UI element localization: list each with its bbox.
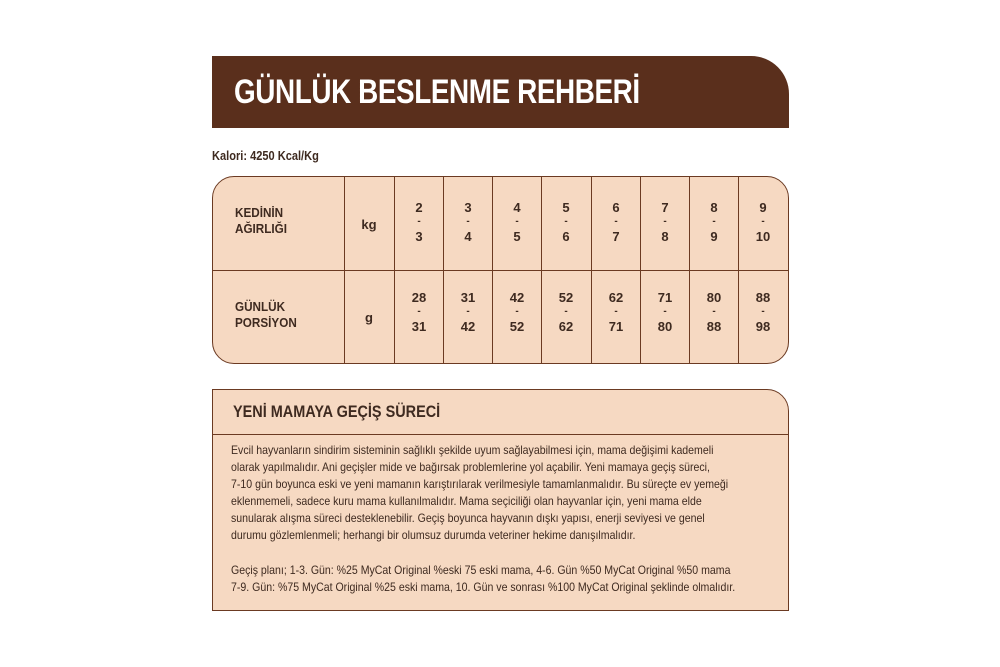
range-to: 80 [657,319,673,334]
range-from: 7 [661,200,669,215]
transition-paragraph [231,442,777,544]
transition-header [213,390,788,435]
range-to: 98 [755,319,771,334]
range-separator: - [761,216,765,227]
range-from: 31 [460,290,476,305]
portion-unit: g [365,310,373,325]
range-to: 6 [562,229,570,244]
paragraph-line: durumu gözlemlenmeli; herhangi bir olumsuz durumda veteriner hekime danışılmalıdır. [231,528,636,542]
range-from: 52 [558,290,574,305]
weight-range-cell [542,199,590,245]
range-to: 42 [460,319,476,334]
range-from: 5 [562,200,570,215]
range-to: 88 [706,319,722,334]
range-separator: - [466,216,470,227]
header-banner [212,56,789,128]
range-from: 8 [710,200,718,215]
portion-range-cell [641,289,689,335]
paragraph-line: Evcil hayvanların sindirim sisteminin sağlıklı şekilde uyum sağlayabilmesi için, mama değişimi kademeli [231,443,714,457]
range-from: 71 [657,290,673,305]
paragraph-line: eklenmemeli, sadece kuru mama kullanılmalıdır. Mama seçiciliği olan hayvanlar için, yeni mama elde [231,494,702,508]
portion-range-cell [493,289,541,335]
weight-row-label: KEDİNİN AĞIRLIĞI [235,205,288,236]
range-to: 4 [464,229,472,244]
paragraph-line: sunularak alışma süreci desteklenebilir. Geçiş boyunca hayvanın dışkı yapısı, enerji seviyesi ve genel [231,511,705,525]
range-to: 10 [755,229,771,244]
range-from: 4 [513,200,521,215]
range-separator: - [614,306,618,317]
range-separator: - [712,306,716,317]
calorie-info: Kalori: 4250 Kcal/Kg [212,148,319,163]
page-title: GÜNLÜK BESLENME REHBERİ [234,73,640,111]
range-separator: - [761,306,765,317]
transition-box [212,389,789,611]
range-from: 80 [706,290,722,305]
transition-plan [231,562,777,596]
range-from: 9 [759,200,767,215]
range-to: 8 [661,229,669,244]
range-separator: - [564,216,568,227]
range-to: 9 [710,229,718,244]
range-separator: - [663,306,667,317]
weight-range-cell [395,199,443,245]
feeding-table [212,176,789,364]
transition-title: YENİ MAMAYA GEÇİŞ SÜRECİ [233,402,441,421]
range-from: 6 [612,200,620,215]
portion-range-cell [690,289,738,335]
range-separator: - [515,216,519,227]
range-to: 71 [608,319,624,334]
range-separator: - [614,216,618,227]
plan-line: Geçiş planı; 1-3. Gün: %25 MyCat Original %eski 75 eski mama, 4-6. Gün %50 MyCat Original %50 mama [231,563,731,577]
range-from: 2 [415,200,423,215]
portion-row-label: GÜNLÜK PORSİYON [235,299,297,330]
portion-range-cell [444,289,492,335]
range-from: 3 [464,200,472,215]
table-row-divider [213,270,788,271]
paragraph-line: olarak yapılmalıdır. Ani geçişler mide ve bağırsak problemlerine yol açabilir. Yeni mamaya geçiş süreci, [231,460,710,474]
portion-range-cell [739,289,787,335]
paragraph-line: 7-10 gün boyunca eski ve yeni mamanın karıştırılarak verilmesiyle tamamlanmalıdır. Bu süreçte ev yemeği [231,477,729,491]
weight-range-cell [739,199,787,245]
range-separator: - [515,306,519,317]
plan-line: 7-9. Gün: %75 MyCat Original %25 eski mama, 10. Gün ve sonrası %100 MyCat Original şeklinde olmalıdır. [231,580,736,594]
range-to: 62 [558,319,574,334]
portion-range-cell [592,289,640,335]
range-separator: - [712,216,716,227]
weight-range-cell [690,199,738,245]
weight-range-cell [592,199,640,245]
weight-range-cell [493,199,541,245]
range-separator: - [466,306,470,317]
range-to: 7 [612,229,620,244]
weight-range-cell [641,199,689,245]
weight-unit: kg [361,217,377,232]
range-to: 52 [509,319,525,334]
range-separator: - [417,306,421,317]
weight-range-cell [444,199,492,245]
range-to: 5 [513,229,521,244]
range-from: 42 [509,290,525,305]
portion-range-cell [395,289,443,335]
range-from: 88 [755,290,771,305]
portion-range-cell [542,289,590,335]
range-separator: - [417,216,421,227]
range-from: 62 [608,290,624,305]
range-from: 28 [411,290,427,305]
range-separator: - [663,216,667,227]
range-to: 3 [415,229,423,244]
range-separator: - [564,306,568,317]
range-to: 31 [411,319,427,334]
